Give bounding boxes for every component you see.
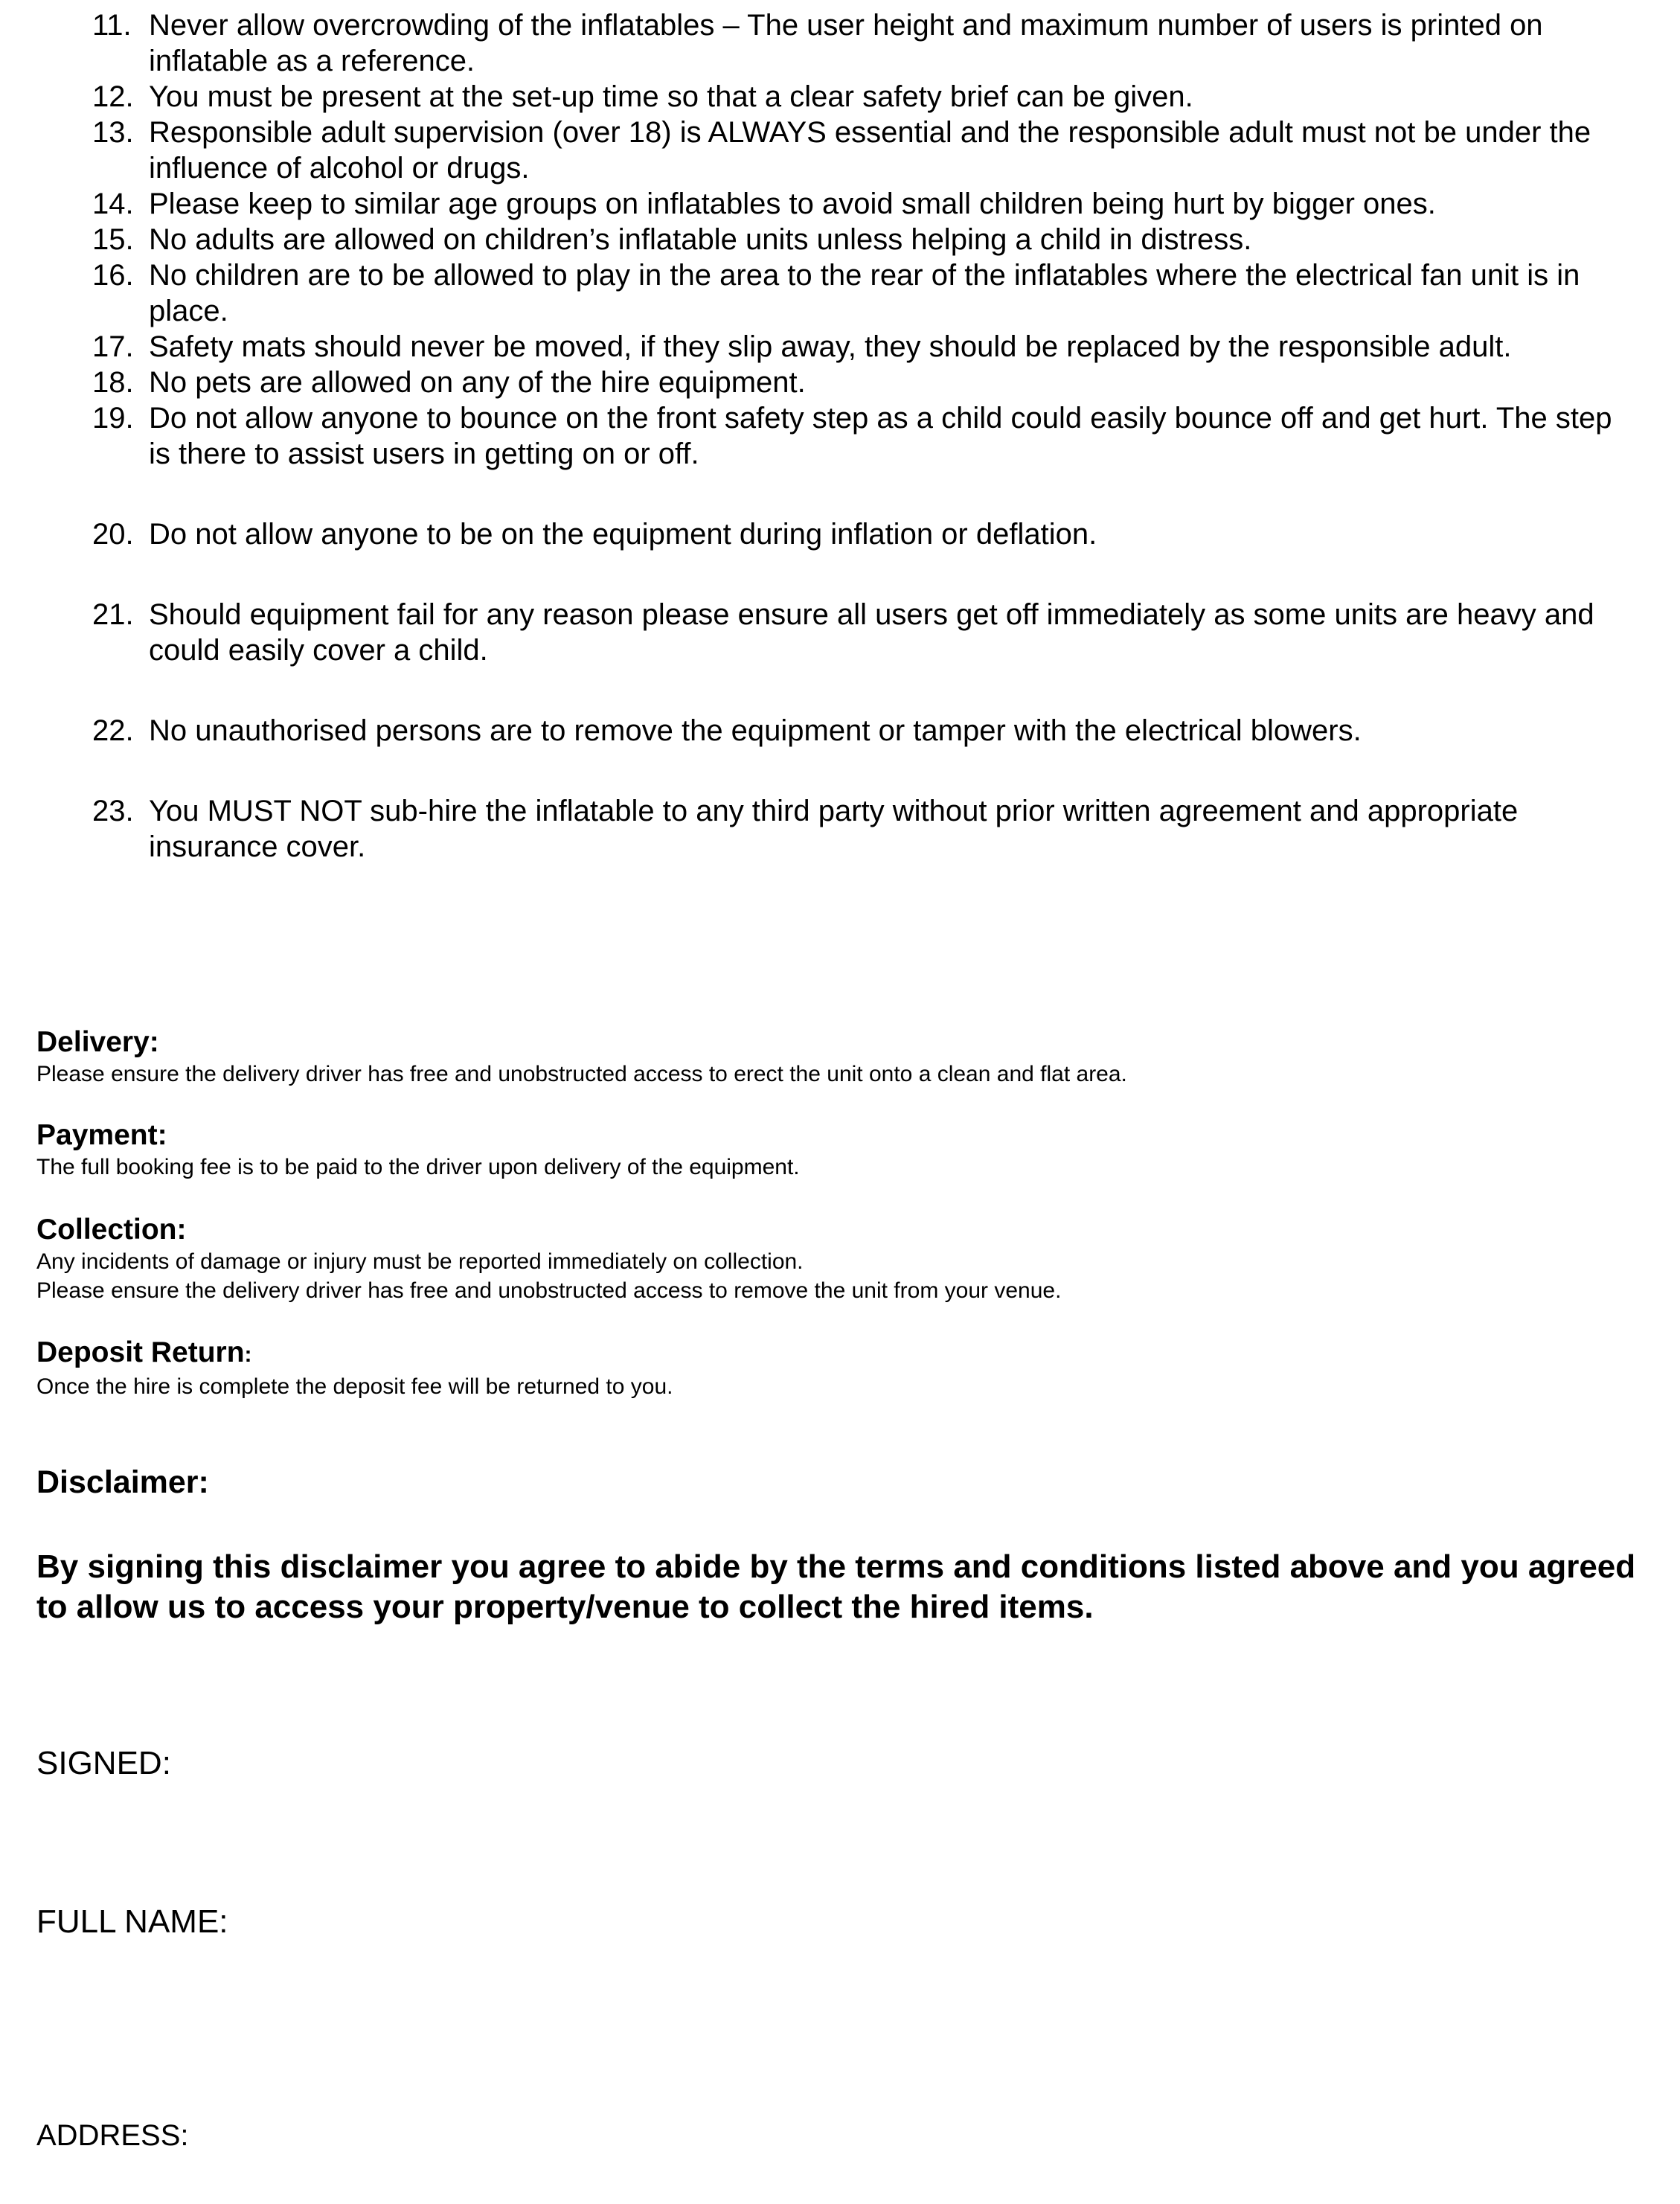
payment-heading: Payment: xyxy=(36,1119,167,1151)
deposit-body: Once the hire is complete the deposit fee will be returned to you. xyxy=(36,1374,673,1399)
collection-body-line-1: Any incidents of damage or injury must be reported immediately on collection. xyxy=(36,1249,804,1274)
rule-item xyxy=(0,329,1680,365)
deposit-heading xyxy=(36,1336,1636,1372)
signed-label: SIGNED: xyxy=(36,1745,171,1781)
deposit-heading-text: Deposit Return xyxy=(36,1336,245,1368)
delivery-heading: Delivery: xyxy=(36,1026,159,1058)
delivery-section xyxy=(36,1025,1636,1089)
full-name-label: FULL NAME: xyxy=(36,1903,228,1940)
deposit-section xyxy=(36,1336,1636,1401)
address-label: ADDRESS: xyxy=(36,2119,189,2152)
rule-item xyxy=(0,115,1680,186)
rule-number: 12. xyxy=(92,80,134,113)
rule-text: Never allow overcrowding of the inflatables – The user height and maximum number of users is printed on inflatable as a reference. xyxy=(149,9,1543,77)
rule-item xyxy=(0,257,1680,329)
rule-number: 22. xyxy=(92,714,134,747)
rule-item xyxy=(0,365,1680,400)
rule-number: 23. xyxy=(92,795,134,827)
rule-text: No pets are allowed on any of the hire equipment. xyxy=(149,366,806,399)
rule-item xyxy=(0,186,1680,222)
collection-heading: Collection: xyxy=(36,1214,187,1246)
rule-item xyxy=(0,7,1680,79)
rule-item xyxy=(0,516,1680,552)
payment-body: The full booking fee is to be paid to the driver upon delivery of the equipment. xyxy=(36,1155,800,1179)
rule-text: Responsible adult supervision (over 18) is ALWAYS essential and the responsible adult must not be under the influence of alcohol or drugs. xyxy=(149,116,1591,185)
rule-item xyxy=(0,793,1680,865)
rule-text: No adults are allowed on children’s inflatable units unless helping a child in distress. xyxy=(149,223,1252,256)
rule-number: 17. xyxy=(92,330,134,363)
rule-number: 20. xyxy=(92,518,134,551)
rule-item xyxy=(0,713,1680,749)
rule-item xyxy=(0,400,1680,472)
rule-number: 15. xyxy=(92,223,134,256)
rule-text: Safety mats should never be moved, if they slip away, they should be replaced by the responsible adult. xyxy=(149,330,1512,363)
rule-number: 21. xyxy=(92,598,134,631)
rule-item xyxy=(0,597,1680,668)
rule-item xyxy=(0,79,1680,115)
delivery-body: Please ensure the delivery driver has free and unobstructed access to erect the unit onto a clean and flat area. xyxy=(36,1062,1127,1086)
payment-section xyxy=(36,1118,1636,1182)
disclaimer-heading: Disclaimer: xyxy=(36,1464,209,1500)
collection-body-line-2: Please ensure the delivery driver has free and unobstructed access to remove the unit from your venue. xyxy=(36,1278,1062,1303)
rule-text: Should equipment fail for any reason please ensure all users get off immediately as some units are heavy and could easily cover a child. xyxy=(149,598,1594,667)
rule-text: You MUST NOT sub-hire the inflatable to any third party without prior written agreement and appropriate insurance cover. xyxy=(149,795,1519,863)
rule-number: 11. xyxy=(92,9,132,42)
rules-list xyxy=(0,7,1680,865)
rule-text: No children are to be allowed to play in the area to the rear of the inflatables where the electrical fan unit is in place. xyxy=(149,259,1580,327)
rule-number: 13. xyxy=(92,116,134,149)
rule-text: No unauthorised persons are to remove the equipment or tamper with the electrical blowers. xyxy=(149,714,1362,747)
rule-number: 18. xyxy=(92,366,134,399)
rule-text: Do not allow anyone to bounce on the front safety step as a child could easily bounce off and get hurt. The step is there to assist users in getting on or off. xyxy=(149,402,1612,470)
rule-text: You must be present at the set-up time so that a clear safety brief can be given. xyxy=(149,80,1193,113)
disclaimer-text: By signing this disclaimer you agree to abide by the terms and conditions listed above and you agreed to allow us to access your property/venue to collect the hired items. xyxy=(36,1548,1636,1625)
rule-number: 16. xyxy=(92,259,134,292)
rule-item xyxy=(0,222,1680,257)
rule-text: Do not allow anyone to be on the equipment during inflation or deflation. xyxy=(149,518,1097,551)
collection-section xyxy=(36,1213,1636,1305)
rule-text: Please keep to similar age groups on inflatables to avoid small children being hurt by bigger ones. xyxy=(149,188,1436,220)
rule-number: 14. xyxy=(92,188,134,220)
deposit-heading-colon: : xyxy=(244,1342,252,1367)
rule-number: 19. xyxy=(92,402,134,435)
